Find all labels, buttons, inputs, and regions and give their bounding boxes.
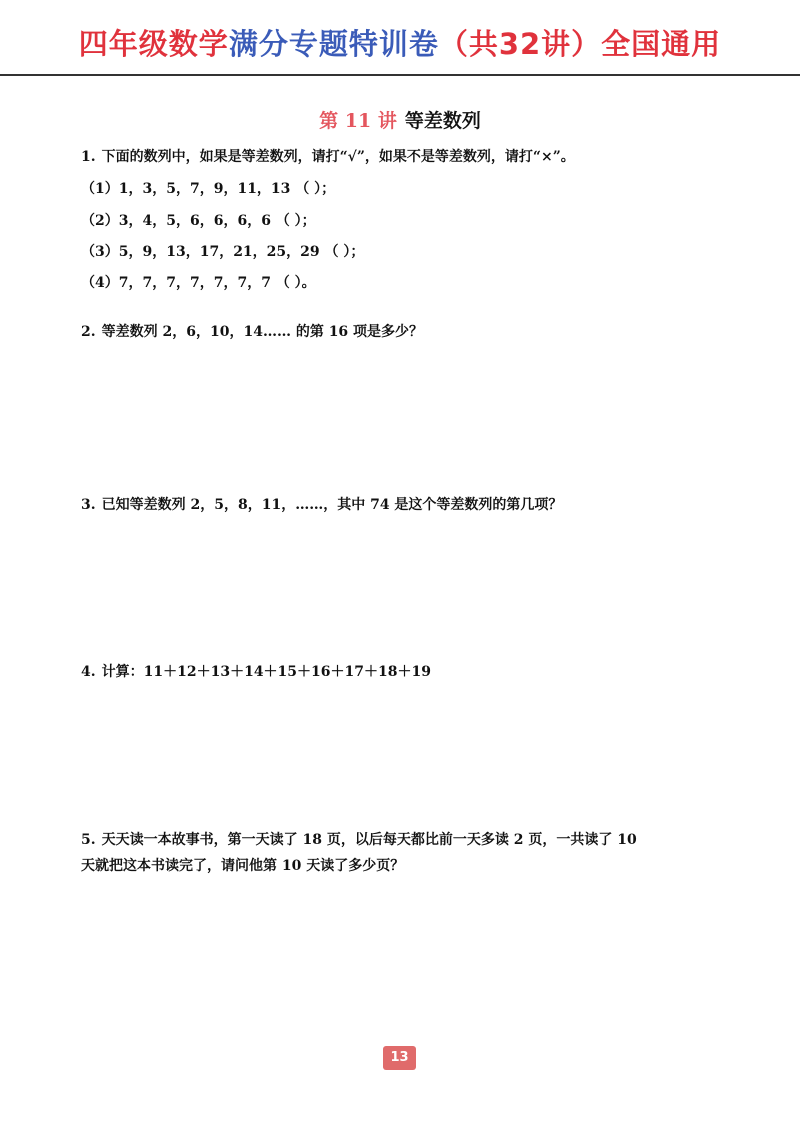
header-title-part1: 四年级数学	[78, 27, 229, 61]
lesson-title	[0, 106, 800, 133]
question-text: 下面的数列中，如果是等差数列，请打“√”，如果不是等差数列，请打“×”。	[101, 149, 575, 165]
question-4	[81, 659, 731, 685]
question-2	[81, 319, 731, 345]
header-title-part2: 满分专题特训卷	[228, 27, 439, 61]
question-1-item-2: （2）3，4，5，6，6，6，6 （ ）；	[81, 213, 316, 229]
page-header	[0, 0, 800, 76]
question-number: 2.	[81, 324, 96, 340]
question-5	[81, 827, 731, 853]
question-text-line-2: 天就把这本书读完了，请问他第 10 天读了多少页？	[81, 858, 405, 874]
page-number-badge: 13	[383, 1046, 416, 1070]
header-title	[0, 22, 800, 63]
question-text: 已知等差数列 2，5，8，11，……，其中 74 是这个等差数列的第几项？	[101, 497, 563, 513]
question-number: 4.	[81, 664, 96, 680]
question-5-continued	[81, 853, 731, 879]
lesson-name: 等差数列	[404, 110, 481, 132]
question-1	[81, 144, 731, 170]
question-number: 5.	[81, 832, 96, 848]
question-3	[81, 492, 731, 518]
question-text: 计算：11＋12＋13＋14＋15＋16＋17＋18＋19	[101, 664, 431, 680]
question-1-item-3: （3）5，9，13，17，21，25，29 （ ）；	[81, 244, 365, 260]
question-number: 3.	[81, 497, 96, 513]
question-number: 1.	[81, 149, 96, 165]
question-1-item-4: （4）7，7，7，7，7，7，7 （ ）。	[81, 275, 316, 291]
lesson-number: 第 11 讲	[319, 110, 397, 132]
question-text-line-1: 天天读一本故事书，第一天读了 18 页，以后每天都比前一天多读 2 页，一共读了 10	[101, 832, 637, 848]
header-title-part3: （共32讲）全国通用	[438, 27, 722, 61]
question-1-item-1: （1）1，3，5，7，9，11，13 （ ）；	[81, 181, 336, 197]
question-text: 等差数列 2，6，10，14…… 的第 16 项是多少？	[101, 324, 424, 340]
